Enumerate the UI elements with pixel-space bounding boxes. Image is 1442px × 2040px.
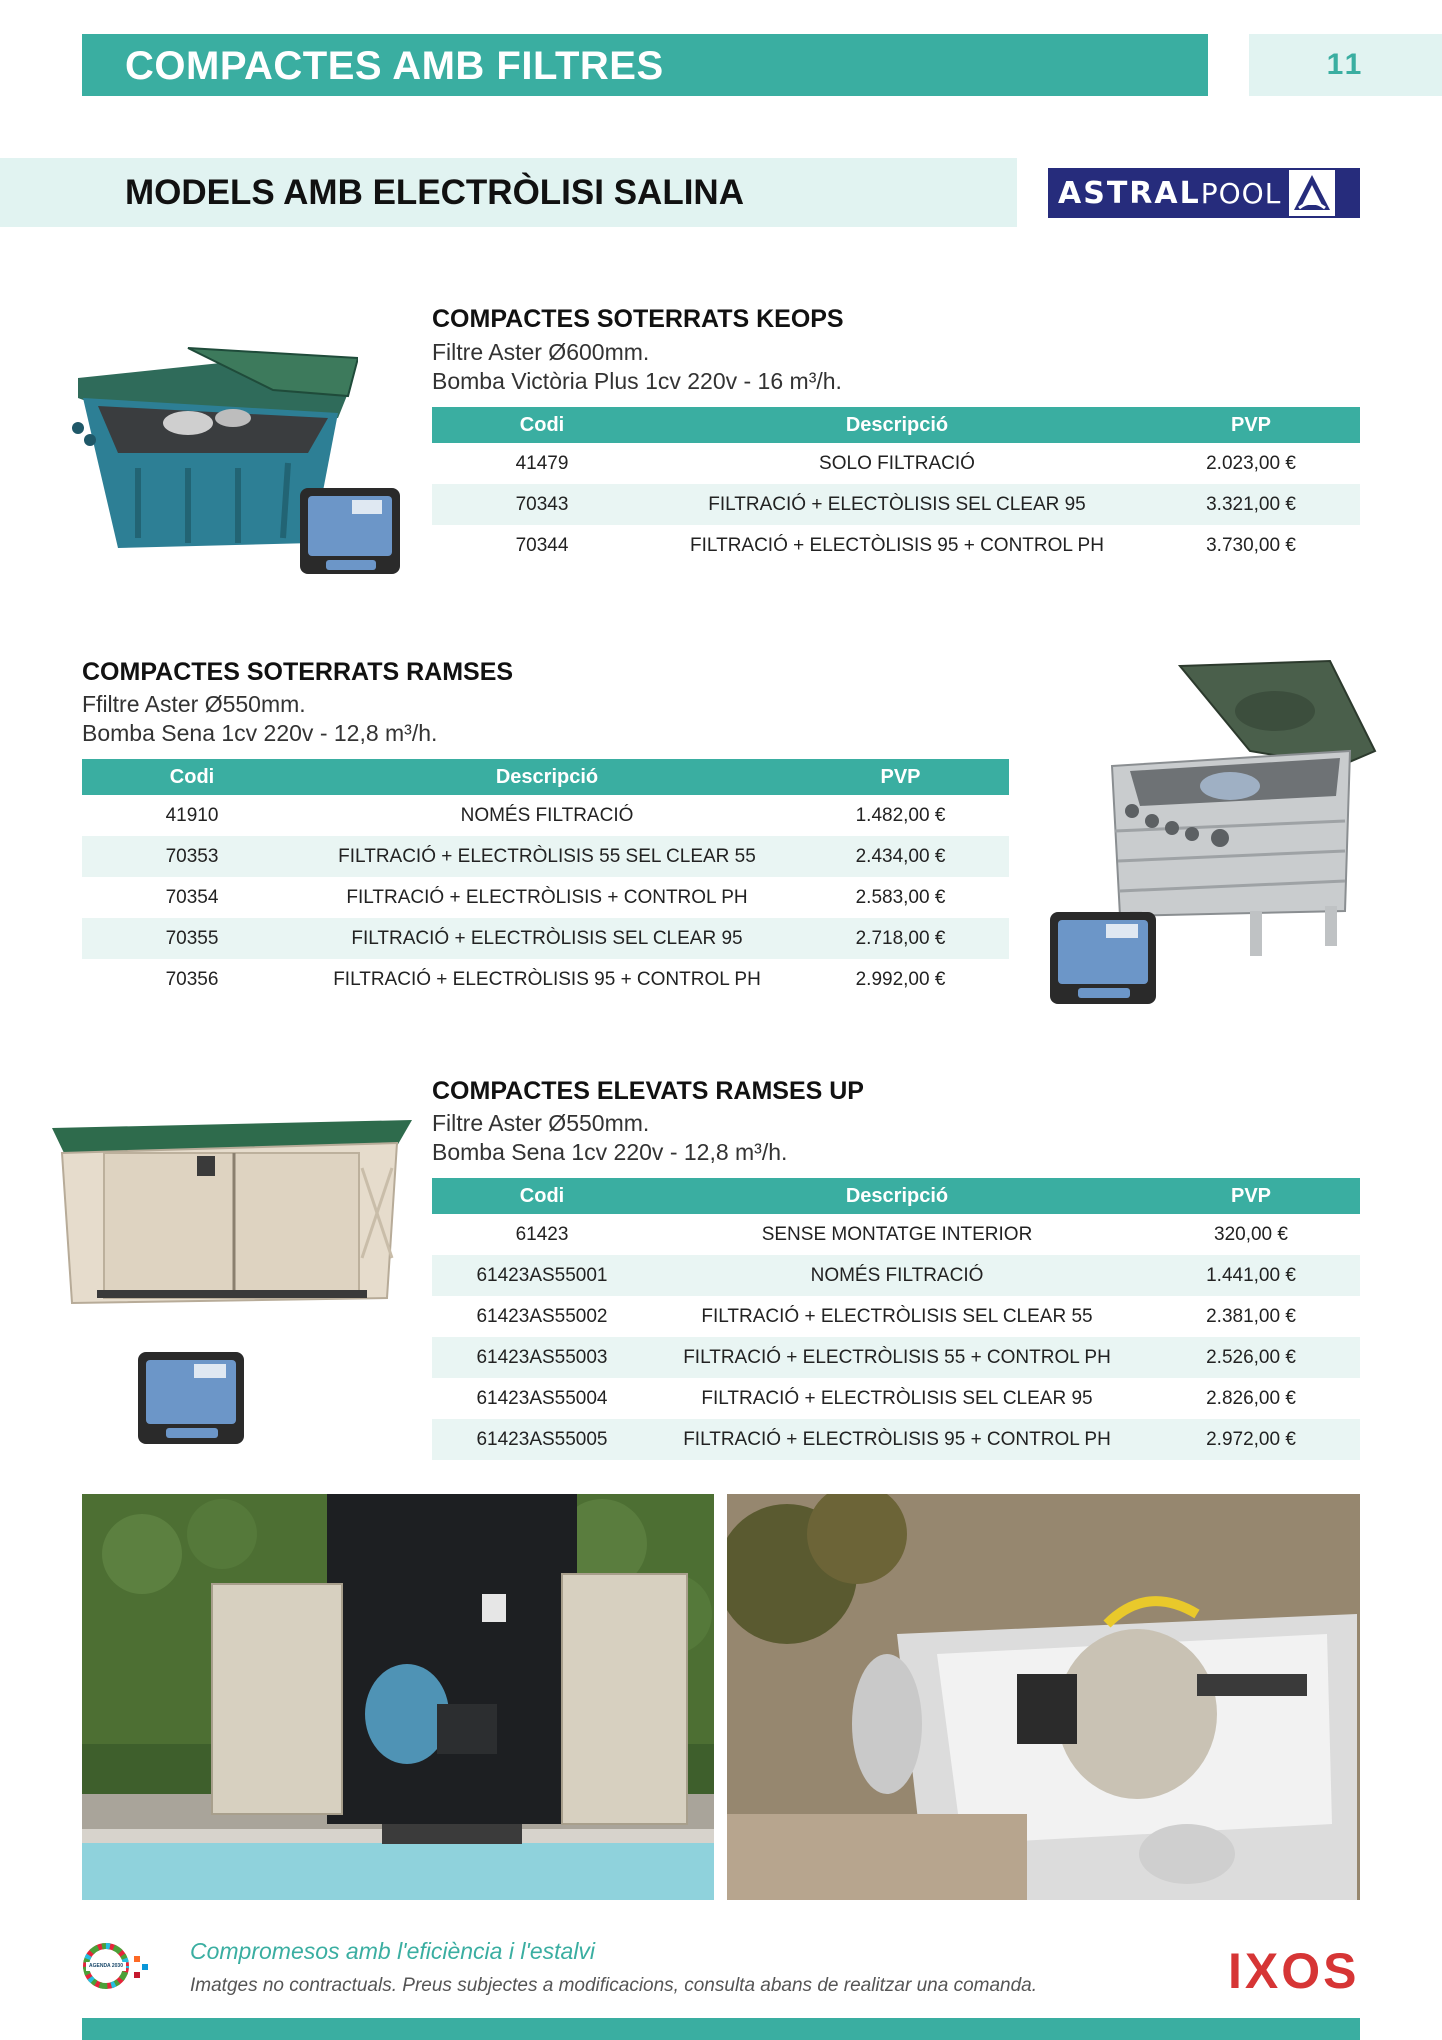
cell-description: FILTRACIÓ + ELECTRÒLISIS 55 + CONTROL PH	[652, 1337, 1142, 1378]
cell-code: 70344	[515, 534, 569, 556]
ramses-up-control-unit-image	[134, 1348, 250, 1454]
column-header-code: Codi	[82, 759, 302, 795]
cell-price: 1.482,00 €	[855, 804, 946, 826]
cell-code: 61423AS55004	[476, 1387, 608, 1409]
cell-code: 61423AS55001	[432, 1255, 652, 1296]
cell-price: 2.972,00 €	[1142, 1419, 1360, 1460]
cell-code: 41479	[515, 452, 569, 474]
cell-description: FILTRACIÓ + ELECTÒLISIS 95 + CONTROL PH	[690, 534, 1104, 556]
cell-price: 3.730,00 €	[1206, 534, 1296, 556]
column-header-description: Descripció	[652, 1178, 1142, 1214]
cell-price: 2.992,00 €	[855, 968, 946, 990]
table-row	[82, 795, 1009, 836]
table-row	[82, 877, 1009, 918]
ramses-pump: Bomba Sena 1cv 220v - 12,8 m³/h.	[82, 720, 438, 746]
installation-photo-tank	[727, 1494, 1360, 1900]
column-header-description: Descripció	[652, 407, 1142, 443]
column-header-price: PVP	[1142, 1178, 1360, 1214]
keops-title: COMPACTES SOTERRATS KEOPS	[432, 305, 844, 333]
column-header-code: Codi	[432, 407, 652, 443]
page-number: 11	[1326, 48, 1365, 81]
column-header-price: PVP	[792, 759, 1009, 795]
table-row	[432, 1419, 1360, 1460]
table-row	[432, 443, 1360, 484]
keops-filter: Filtre Aster Ø600mm.	[432, 339, 650, 365]
cell-price: 2.718,00 €	[792, 918, 1009, 959]
cell-description: NOMÉS FILTRACIÓ	[652, 1255, 1142, 1296]
cell-code: 70354	[165, 886, 219, 908]
column-header-code: Codi	[432, 1178, 652, 1214]
column-header-price: PVP	[1142, 407, 1360, 443]
cell-description: FILTRACIÓ + ELECTRÒLISIS + CONTROL PH	[346, 886, 748, 908]
ramses-up-filter: Filtre Aster Ø550mm.	[432, 1110, 650, 1136]
logo-text-pool: POOL	[1200, 176, 1282, 210]
logo-text-astral: ASTRAL	[1058, 175, 1201, 211]
installation-photo-shed	[82, 1494, 714, 1900]
cell-price: 2.434,00 €	[792, 836, 1009, 877]
ramses-control-unit-image	[1046, 908, 1162, 1014]
table-row	[432, 1296, 1360, 1337]
cell-description: FILTRACIÓ + ELECTRÒLISIS 95 + CONTROL PH	[333, 968, 761, 990]
cell-code: 61423AS55005	[432, 1419, 652, 1460]
cell-price: 2.526,00 €	[1142, 1337, 1360, 1378]
ramses-price-table	[82, 759, 1009, 1000]
keops-control-unit-image	[296, 484, 406, 584]
cell-description: SENSE MONTATGE INTERIOR	[761, 1223, 1033, 1245]
cell-description: FILTRACIÓ + ELECTRÒLISIS 55 SEL CLEAR 55	[302, 836, 792, 877]
cell-description: FILTRACIÓ + ELECTRÒLISIS SEL CLEAR 95	[701, 1387, 1093, 1409]
ramses-title: COMPACTES SOTERRATS RAMSES	[82, 658, 514, 686]
footer-disclaimer: Imatges no contractuals. Preus subjectes a modificacions, consulta abans de realitzar una comanda.	[190, 1975, 1038, 1996]
ramses-up-shed-image	[52, 1108, 412, 1308]
cell-code: 61423	[515, 1223, 569, 1245]
cell-code: 41910	[165, 804, 219, 826]
cell-price: 2.583,00 €	[855, 886, 946, 908]
agenda-2030-label: AGENDA 2030	[89, 1963, 123, 1969]
table-header-row	[432, 1178, 1360, 1214]
ramses-up-price-table	[432, 1178, 1360, 1460]
cell-price: 1.441,00 €	[1142, 1255, 1360, 1296]
table-row	[432, 1214, 1360, 1255]
ramses-filter: Ffiltre Aster Ø550mm.	[82, 691, 306, 717]
ramses-up-title: COMPACTES ELEVATS RAMSES UP	[432, 1077, 864, 1105]
cell-description: FILTRACIÓ + ELECTRÒLISIS SEL CLEAR 95	[302, 918, 792, 959]
footer-slogan: Compromesos amb l'eficiència i l'estalvi	[190, 1938, 596, 1964]
keops-price-table	[432, 407, 1360, 566]
cell-price: 2.381,00 €	[1206, 1305, 1296, 1327]
page-title: COMPACTES AMB FILTRES	[125, 44, 664, 88]
cell-code: 70343	[432, 484, 652, 525]
cell-description: FILTRACIÓ + ELECTRÒLISIS SEL CLEAR 55	[701, 1305, 1093, 1327]
keops-pump: Bomba Victòria Plus 1cv 220v - 16 m³/h.	[432, 368, 842, 394]
table-row	[432, 1378, 1360, 1419]
table-row	[82, 918, 1009, 959]
table-header-row	[432, 407, 1360, 443]
table-row	[82, 836, 1009, 877]
cell-code: 70355	[82, 918, 302, 959]
table-row	[432, 1255, 1360, 1296]
cell-description: NOMÉS FILTRACIÓ	[460, 804, 634, 826]
table-row	[432, 1337, 1360, 1378]
cell-price: 2.023,00 €	[1206, 452, 1296, 474]
page-subtitle: MODELS AMB ELECTRÒLISI SALINA	[125, 173, 744, 212]
table-row	[82, 959, 1009, 1000]
bottom-bar	[82, 2018, 1360, 2040]
table-row	[432, 484, 1360, 525]
column-header-description: Descripció	[302, 759, 792, 795]
astralpool-mark-icon	[1289, 170, 1335, 216]
cell-description: SOLO FILTRACIÓ	[819, 452, 975, 474]
astralpool-logo	[1048, 168, 1360, 218]
cell-price: 320,00 €	[1214, 1223, 1288, 1245]
table-header-row	[82, 759, 1009, 795]
cell-description: FILTRACIÓ + ELECTRÒLISIS 95 + CONTROL PH	[652, 1419, 1142, 1460]
ramses-up-pump: Bomba Sena 1cv 220v - 12,8 m³/h.	[432, 1139, 788, 1165]
cell-price: 3.321,00 €	[1142, 484, 1360, 525]
cell-code: 70356	[165, 968, 219, 990]
table-row	[432, 525, 1360, 566]
cell-code: 61423AS55002	[476, 1305, 608, 1327]
cell-description: FILTRACIÓ + ELECTÒLISIS SEL CLEAR 95	[652, 484, 1142, 525]
cell-code: 70353	[82, 836, 302, 877]
ixos-logo: IXOS	[1228, 1943, 1360, 1999]
cell-price: 2.826,00 €	[1206, 1387, 1296, 1409]
cell-code: 61423AS55003	[432, 1337, 652, 1378]
